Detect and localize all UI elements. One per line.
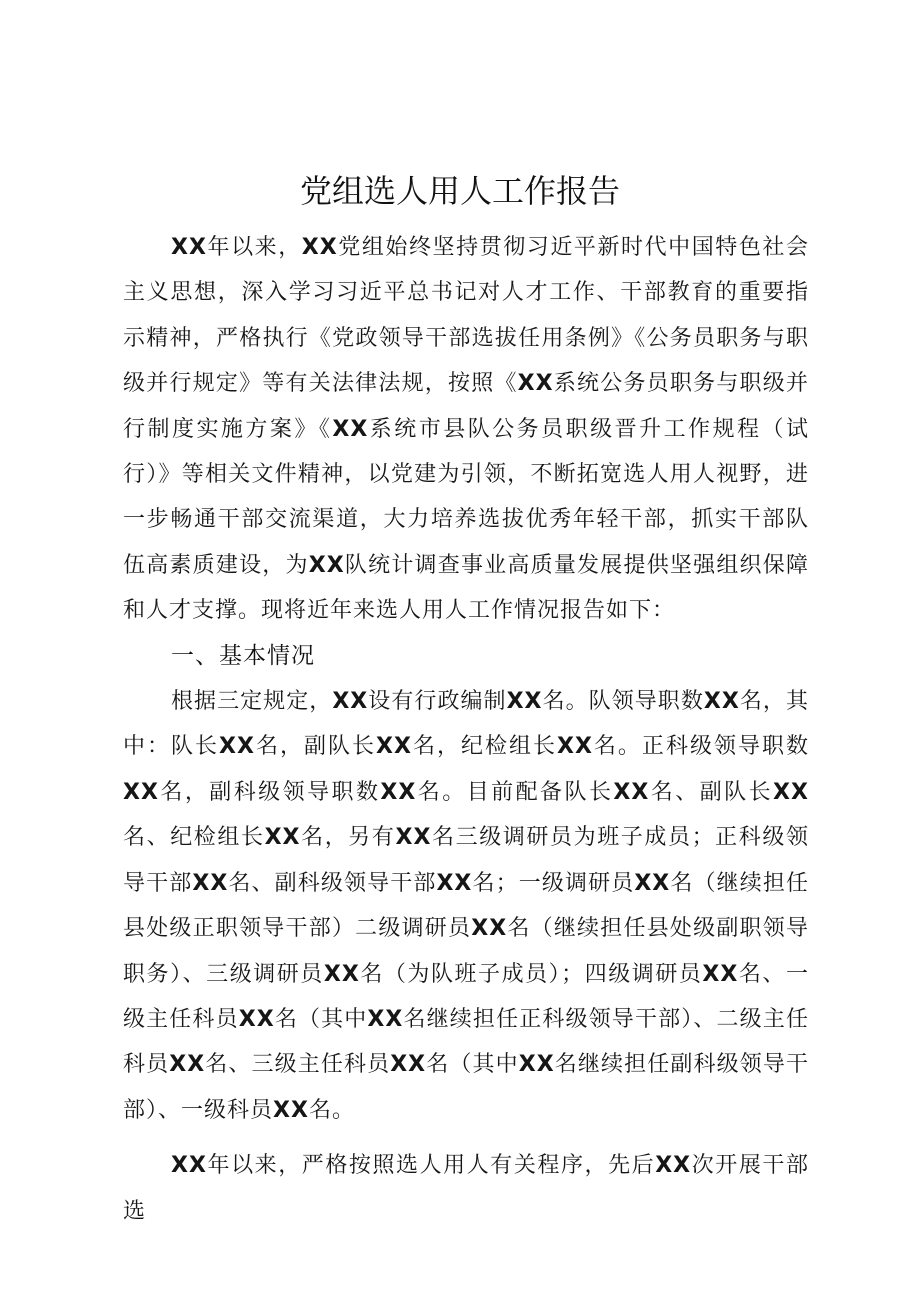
paragraph-text: 名，副科级领导职数 <box>158 779 381 805</box>
placeholder-text: XX <box>634 870 671 896</box>
paragraph-text: 名三级调研员为班子成员；正科级领导干部 <box>123 825 809 896</box>
placeholder-text: XX <box>703 689 740 715</box>
paragraph-text: 名、纪检组长 <box>123 825 265 851</box>
placeholder-text: XX <box>192 870 229 896</box>
paragraph-text: 名。队领导职数 <box>542 689 704 715</box>
placeholder-text: XX <box>390 1052 427 1078</box>
paragraph-text: 名（为队班子成员）；四级调研员 <box>359 961 703 987</box>
paragraph-gap <box>123 1133 809 1143</box>
paragraph-text: 名，副队长 <box>254 734 376 760</box>
placeholder-text: XX <box>169 1052 206 1078</box>
paragraph-text: 根据三定规定， <box>171 689 333 715</box>
placeholder-text: XX <box>506 689 543 715</box>
placeholder-text: XX <box>123 779 159 805</box>
paragraph-text: 年以来，严格按照选人用人有关程序，先后 <box>206 1153 656 1179</box>
placeholder-text: XX <box>273 1097 309 1123</box>
placeholder-text: XX <box>471 916 508 942</box>
placeholder-text: XX <box>517 371 554 397</box>
paragraph-text: 名（其中 <box>274 1006 368 1032</box>
placeholder-text: XX <box>773 779 809 805</box>
placeholder-text: XX <box>655 1153 692 1179</box>
placeholder-text: XX <box>613 779 650 805</box>
paragraph-text: 名、一级主任科员 <box>123 961 809 1032</box>
placeholder-text: XX <box>171 235 207 260</box>
paragraph-text: 名（其中 <box>426 1052 519 1078</box>
basic-info-paragraph <box>123 679 809 1133</box>
placeholder-text: XX <box>301 235 338 260</box>
paragraph-text: 名、副科级领导干部 <box>228 870 437 896</box>
paragraph-text: 名，纪检组长 <box>411 734 557 760</box>
placeholder-text: XX <box>264 825 301 851</box>
paragraph-text: 名，另有 <box>300 825 396 851</box>
placeholder-text: XX <box>367 1006 404 1032</box>
placeholder-text: XX <box>436 870 473 896</box>
placeholder-text: XX <box>395 825 432 851</box>
paragraph-text: 名，其中：队长 <box>123 689 809 760</box>
placeholder-text: XX <box>332 689 369 715</box>
selection-paragraph <box>123 1143 809 1234</box>
paragraph-text: 系统公务员职务与职级并行制度实施方案》《 <box>123 371 809 442</box>
paragraph-text: 党组始终坚持贯彻习近平新时代中国特色社会主义思想，深入学习习近平总书记对人才工作、干部教育的重要指示精神，严格执行《党政领导干部选拔任用条例》《公务员职务与职级并行规定》等有关法律法规，按照《 <box>123 235 809 397</box>
placeholder-text: XX <box>323 961 360 987</box>
paragraph-text: 名继续担任正科级领导干部）、二级主任科员 <box>123 1006 809 1078</box>
paragraph-text: 名、三级主任科员 <box>205 1052 391 1078</box>
paragraph-text: 名；一级调研员 <box>472 870 635 896</box>
section-heading: 一、基本情况 <box>171 642 315 669</box>
placeholder-text: XX <box>376 734 412 760</box>
document-title: 党组选人用人工作报告 <box>299 172 620 210</box>
document-body <box>123 225 809 1234</box>
placeholder-text: XX <box>556 734 593 760</box>
placeholder-text: XX <box>380 779 417 805</box>
paragraph-text: 名。 <box>308 1097 355 1123</box>
paragraph-text: 名（继续担任县处级副职领导职务）、三级调研员 <box>123 916 809 987</box>
paragraph-text: 名。目前配备队长 <box>416 779 614 805</box>
paragraph-text: 系统市县队公务员职级晋升工作规程（试行）》等相关文件精神，以党建为引领，不断拓宽选人用人视野，进一步畅通干部交流渠道，大力培养选拔优秀年轻干部，抓实干部队伍高素质建设，为 <box>123 416 809 578</box>
paragraph-text: 次开展干部选 <box>123 1153 809 1224</box>
placeholder-text: XX <box>171 1153 207 1179</box>
placeholder-text: XX <box>702 961 739 987</box>
paragraph-text: 名（继续担任县处级正职领导干部）二级调研员 <box>123 870 809 942</box>
placeholder-text: XX <box>518 1052 555 1078</box>
paragraph-text: 名继续担任副科级领导干部）、一级科员 <box>123 1052 809 1123</box>
paragraph-text: 名。正科级领导职数 <box>592 734 809 760</box>
placeholder-text: XX <box>219 734 255 760</box>
intro-paragraph <box>123 225 809 634</box>
placeholder-text: XX <box>332 416 369 442</box>
paragraph-text: 名、副队长 <box>649 779 774 805</box>
paragraph-text: 设有行政编制 <box>368 689 507 715</box>
paragraph-text: 年以来， <box>206 235 302 260</box>
placeholder-text: XX <box>238 1006 275 1032</box>
placeholder-text: XX <box>308 552 345 578</box>
paragraph-text: 队统计调查事业高质量发展提供坚强组织保障和人才支撑。现将近年来选人用人工作情况报告如下： <box>123 552 809 624</box>
